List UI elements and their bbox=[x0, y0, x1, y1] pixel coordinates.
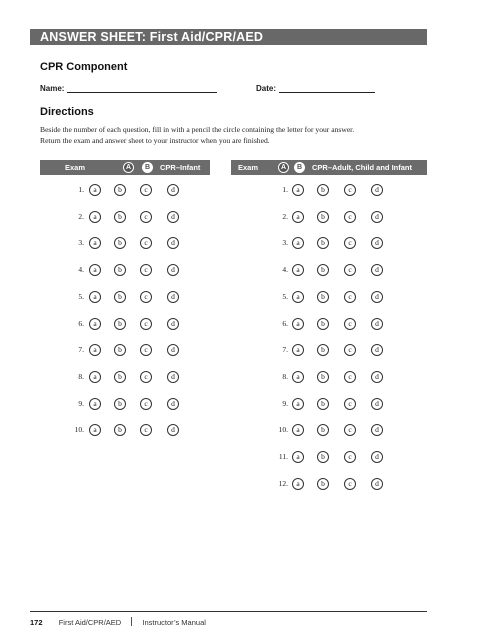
name-line[interactable] bbox=[67, 84, 217, 93]
answer-bubble-d[interactable]: d bbox=[371, 318, 383, 330]
answer-bubble-d[interactable]: d bbox=[167, 344, 179, 356]
answer-bubble-c[interactable]: c bbox=[140, 291, 152, 303]
answer-bubble-a[interactable]: a bbox=[292, 184, 304, 196]
answer-bubble-d[interactable]: d bbox=[371, 398, 383, 410]
form-a-circle: A bbox=[123, 162, 134, 173]
question-number: 3. bbox=[78, 238, 84, 248]
answer-bubble-a[interactable]: a bbox=[89, 237, 101, 249]
answer-bubble-d[interactable]: d bbox=[167, 264, 179, 276]
question-number: 2. bbox=[282, 211, 288, 221]
answer-bubble-c[interactable]: c bbox=[344, 264, 356, 276]
answer-bubble-a[interactable]: a bbox=[292, 211, 304, 223]
answer-bubble-b[interactable]: b bbox=[114, 318, 126, 330]
answer-bubble-d[interactable]: d bbox=[371, 291, 383, 303]
component-heading: CPR Component bbox=[40, 61, 128, 73]
answer-bubble-d[interactable]: d bbox=[371, 184, 383, 196]
question-number: 10. bbox=[278, 425, 288, 435]
answer-bubble-d[interactable]: d bbox=[371, 344, 383, 356]
exam-label: Exam bbox=[238, 163, 259, 172]
answer-sheet-title: ANSWER SHEET: First Aid/CPR/AED bbox=[30, 29, 427, 45]
answer-bubble-a[interactable]: a bbox=[89, 398, 101, 410]
answer-bubble-b[interactable]: b bbox=[114, 424, 126, 436]
answer-bubble-a[interactable]: a bbox=[292, 398, 304, 410]
answer-bubble-a[interactable]: a bbox=[89, 211, 101, 223]
answer-bubble-b[interactable]: b bbox=[317, 237, 329, 249]
answer-bubble-a[interactable]: a bbox=[292, 318, 304, 330]
answer-bubble-c[interactable]: c bbox=[140, 344, 152, 356]
answer-bubble-c[interactable]: c bbox=[344, 478, 356, 490]
question-number: 9. bbox=[78, 398, 84, 408]
answer-bubble-c[interactable]: c bbox=[344, 424, 356, 436]
directions-text bbox=[40, 125, 420, 146]
name-label: Name: bbox=[40, 84, 65, 93]
question-number: 5. bbox=[78, 291, 84, 301]
exam-title: CPR–Adult, Child and Infant bbox=[312, 163, 412, 172]
question-number: 4. bbox=[282, 265, 288, 275]
footer-divider bbox=[30, 611, 427, 612]
answer-bubble-c[interactable]: c bbox=[140, 318, 152, 330]
answer-bubble-b[interactable]: b bbox=[114, 344, 126, 356]
manual-name: Instructor’s Manual bbox=[142, 618, 206, 627]
name-field bbox=[40, 84, 217, 93]
question-number: 8. bbox=[78, 371, 84, 381]
question-number: 1. bbox=[282, 185, 288, 194]
answer-bubble-b[interactable]: b bbox=[114, 264, 126, 276]
answer-bubble-c[interactable]: c bbox=[344, 211, 356, 223]
form-a-circle: A bbox=[278, 162, 289, 173]
answer-bubble-a[interactable]: a bbox=[292, 264, 304, 276]
answer-bubble-b[interactable]: b bbox=[317, 424, 329, 436]
answer-bubble-b[interactable]: b bbox=[114, 398, 126, 410]
date-line[interactable] bbox=[279, 84, 375, 93]
exam-label: Exam bbox=[65, 163, 86, 172]
answer-bubble-c[interactable]: c bbox=[344, 318, 356, 330]
question-number: 4. bbox=[78, 265, 84, 275]
answer-bubble-c[interactable]: c bbox=[344, 371, 356, 383]
answer-bubble-a[interactable]: a bbox=[89, 318, 101, 330]
form-b-circle: B bbox=[142, 162, 153, 173]
question-number: 7. bbox=[282, 345, 288, 355]
date-field bbox=[256, 84, 375, 93]
answer-bubble-a[interactable]: a bbox=[89, 291, 101, 303]
answer-bubble-c[interactable]: c bbox=[140, 184, 152, 196]
answer-bubble-c[interactable]: c bbox=[140, 264, 152, 276]
question-number: 11. bbox=[278, 452, 288, 461]
answer-bubble-d[interactable]: d bbox=[167, 398, 179, 410]
question-number: 3. bbox=[282, 238, 288, 248]
answer-bubble-d[interactable]: d bbox=[167, 211, 179, 223]
directions-line: Beside the number of each question, fill in with a pencil the circle containing the letter for your answer. bbox=[40, 125, 355, 134]
answer-bubble-d[interactable]: d bbox=[371, 211, 383, 223]
answer-bubble-a[interactable]: a bbox=[89, 371, 101, 383]
answer-bubble-a[interactable]: a bbox=[292, 451, 304, 463]
answer-bubble-a[interactable]: a bbox=[292, 237, 304, 249]
question-number: 10. bbox=[74, 425, 84, 435]
answer-bubble-b[interactable]: b bbox=[317, 451, 329, 463]
answer-bubble-b[interactable]: b bbox=[317, 478, 329, 490]
page-number: 172 bbox=[30, 618, 43, 627]
answer-bubble-a[interactable]: a bbox=[292, 478, 304, 490]
answer-bubble-b[interactable]: b bbox=[317, 291, 329, 303]
question-number: 9. bbox=[282, 398, 288, 408]
form-b-circle: B bbox=[294, 162, 305, 173]
answer-bubble-c[interactable]: c bbox=[344, 398, 356, 410]
answer-bubble-d[interactable]: d bbox=[371, 424, 383, 436]
answer-bubble-d[interactable]: d bbox=[371, 237, 383, 249]
answer-bubble-d[interactable]: d bbox=[371, 451, 383, 463]
date-label: Date: bbox=[256, 84, 277, 93]
answer-bubble-d[interactable]: d bbox=[167, 371, 179, 383]
answer-bubble-b[interactable]: b bbox=[114, 371, 126, 383]
page-footer bbox=[30, 617, 206, 627]
answer-bubble-c[interactable]: c bbox=[344, 184, 356, 196]
answer-bubble-c[interactable]: c bbox=[140, 398, 152, 410]
answer-bubble-c[interactable]: c bbox=[344, 237, 356, 249]
answer-bubble-c[interactable]: c bbox=[344, 451, 356, 463]
answer-bubble-d[interactable]: d bbox=[167, 184, 179, 196]
answer-bubble-a[interactable]: a bbox=[89, 424, 101, 436]
answer-bubble-a[interactable]: a bbox=[89, 264, 101, 276]
answer-bubble-a[interactable]: a bbox=[292, 371, 304, 383]
answer-bubble-c[interactable]: c bbox=[344, 291, 356, 303]
book-title: First Aid/CPR/AED bbox=[58, 618, 122, 627]
answer-bubble-d[interactable]: d bbox=[167, 291, 179, 303]
question-number: 6. bbox=[78, 318, 84, 328]
answer-bubble-b[interactable]: b bbox=[114, 291, 126, 303]
answer-bubble-a[interactable]: a bbox=[292, 344, 304, 356]
question-number: 6. bbox=[282, 318, 288, 328]
answer-bubble-d[interactable]: d bbox=[371, 371, 383, 383]
answer-bubble-c[interactable]: c bbox=[140, 237, 152, 249]
answer-bubble-b[interactable]: b bbox=[114, 211, 126, 223]
answer-bubble-a[interactable]: a bbox=[292, 291, 304, 303]
answer-bubble-b[interactable]: b bbox=[317, 398, 329, 410]
answer-bubble-a[interactable]: a bbox=[89, 184, 101, 196]
exam-header-cpr-infant bbox=[40, 160, 210, 175]
answer-bubble-d[interactable]: d bbox=[371, 264, 383, 276]
question-number: 2. bbox=[78, 211, 84, 221]
question-number: 7. bbox=[78, 345, 84, 355]
answer-bubble-b[interactable]: b bbox=[317, 371, 329, 383]
directions-heading: Directions bbox=[40, 106, 94, 118]
question-number: 5. bbox=[282, 291, 288, 301]
question-number: 8. bbox=[282, 371, 288, 381]
exam-title: CPR–Infant bbox=[160, 163, 201, 172]
answer-bubble-b[interactable]: b bbox=[317, 264, 329, 276]
answer-bubble-b[interactable]: b bbox=[114, 237, 126, 249]
question-number: 1. bbox=[78, 185, 84, 194]
answer-bubble-b[interactable]: b bbox=[317, 184, 329, 196]
answer-bubble-c[interactable]: c bbox=[140, 371, 152, 383]
answer-bubble-c[interactable]: c bbox=[140, 424, 152, 436]
answer-bubble-d[interactable]: d bbox=[167, 318, 179, 330]
question-number: 12. bbox=[278, 478, 288, 488]
answer-bubble-b[interactable]: b bbox=[317, 344, 329, 356]
answer-bubble-d[interactable]: d bbox=[167, 424, 179, 436]
answer-bubble-d[interactable]: d bbox=[371, 478, 383, 490]
answer-bubble-c[interactable]: c bbox=[344, 344, 356, 356]
answer-bubble-b[interactable]: b bbox=[317, 211, 329, 223]
answer-bubble-a[interactable]: a bbox=[292, 424, 304, 436]
answer-bubble-d[interactable]: d bbox=[167, 237, 179, 249]
answer-bubble-c[interactable]: c bbox=[140, 211, 152, 223]
answer-bubble-a[interactable]: a bbox=[89, 344, 101, 356]
directions-line: Return the exam and answer sheet to your instructor when you are finished. bbox=[40, 135, 270, 145]
footer-separator bbox=[131, 617, 132, 626]
exam-header-cpr-adult-child-infant bbox=[231, 160, 427, 175]
answer-bubble-b[interactable]: b bbox=[317, 318, 329, 330]
answer-bubble-b[interactable]: b bbox=[114, 184, 126, 196]
